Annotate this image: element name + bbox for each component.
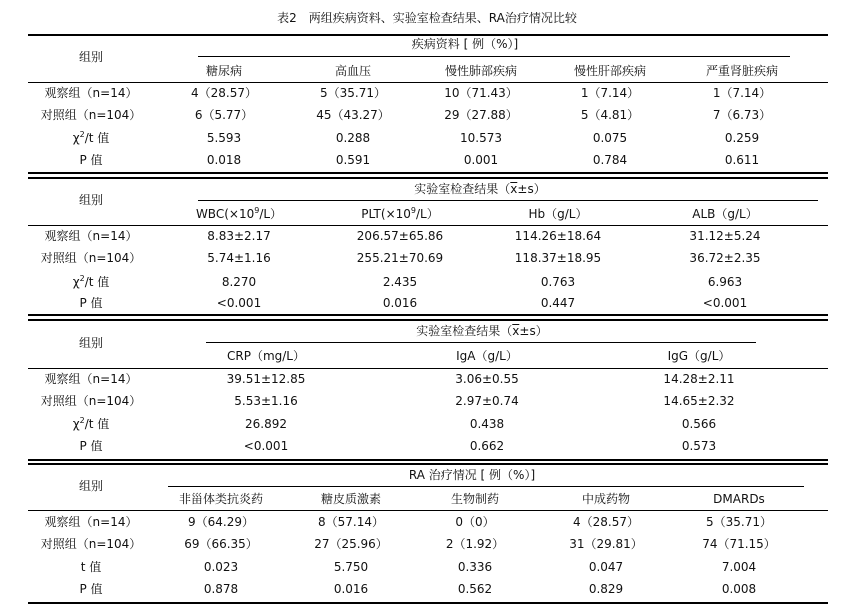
- column-header: 非甾体类抗炎药: [178, 492, 264, 506]
- row-label-statistic: [73, 415, 110, 433]
- table-cell: 206.57±65.86: [356, 229, 444, 243]
- table-cell: 2（1.92）: [445, 537, 505, 551]
- col-text: PLT(×10: [361, 207, 411, 221]
- group-header: 组别: [78, 50, 104, 64]
- header-bottom-rule: [28, 368, 828, 369]
- table-cell: 0（0）: [455, 515, 495, 529]
- row-label-control: 对照组（n=104）: [40, 537, 142, 551]
- bottom-rule: [28, 172, 828, 174]
- column-header: 中成药物: [581, 492, 631, 506]
- table-cell: 2.97±0.74: [455, 394, 519, 408]
- column-header: 糖皮质激素: [320, 492, 382, 506]
- table-cell: 39.51±12.85: [226, 372, 306, 386]
- section-lab-results-2: [28, 319, 828, 461]
- table-caption: 表2 两组疾病资料、实验室检查结果、RA治疗情况比较: [277, 11, 577, 25]
- table-cell: 29（27.88）: [444, 108, 518, 122]
- table-cell: 114.26±18.64: [514, 229, 602, 243]
- header-rule: [198, 200, 818, 201]
- section-disease-data: [28, 34, 828, 174]
- table-cell: 0.573: [681, 439, 717, 453]
- table-cell: 0.763: [540, 275, 576, 289]
- row-label-t: t 值: [80, 560, 102, 574]
- row-label-observation: 观察组（n=14）: [44, 86, 138, 100]
- column-header: CRP（mg/L）: [227, 349, 305, 363]
- table-cell: 0.591: [335, 153, 371, 167]
- column-header: [196, 205, 282, 223]
- table-cell: 0.829: [588, 582, 624, 596]
- row-label-p: P 值: [79, 582, 103, 596]
- table-cell: 14.65±2.32: [663, 394, 735, 408]
- column-header: 糖尿病: [205, 64, 243, 78]
- row-label-statistic: [73, 273, 110, 291]
- row-label-observation: 观察组（n=14）: [44, 372, 138, 386]
- column-header: 慢性肺部疾病: [444, 64, 518, 78]
- table-cell: 36.72±2.35: [689, 251, 761, 265]
- chi-superscript: 2: [79, 274, 85, 283]
- table-cell: 5（35.71）: [320, 86, 386, 100]
- table-cell: 0.878: [203, 582, 239, 596]
- table-cell: 45（43.27）: [316, 108, 390, 122]
- table-cell: 14.28±2.11: [663, 372, 735, 386]
- column-header: 慢性肝部疾病: [573, 64, 647, 78]
- header-bottom-rule: [28, 225, 828, 226]
- row-label-statistic: [73, 129, 110, 147]
- column-header: [361, 205, 438, 223]
- table-cell: 31（29.81）: [569, 537, 643, 551]
- table-cell: 10.573: [460, 131, 502, 145]
- table-cell: 5（4.81）: [580, 108, 640, 122]
- table-cell: 5.53±1.16: [234, 394, 298, 408]
- col-text: WBC(×10: [195, 207, 255, 221]
- chi-symbol: χ: [72, 275, 80, 289]
- table-cell: 27（25.96）: [314, 537, 388, 551]
- header-rule: [206, 342, 756, 343]
- column-header: ALB（g/L）: [692, 207, 758, 221]
- section-header: [414, 180, 545, 198]
- table-cell: <0.001: [216, 296, 262, 310]
- row-label-p: P 值: [79, 153, 103, 167]
- table-cell: 8.83±2.17: [207, 229, 271, 243]
- x-bar-symbol: x: [512, 324, 520, 338]
- table-cell: 0.662: [469, 439, 505, 453]
- table-cell: 118.37±18.95: [514, 251, 602, 265]
- section-ra-treatment: [28, 463, 828, 605]
- column-header: IgA（g/L）: [456, 349, 518, 363]
- table-cell: 0.047: [588, 560, 624, 574]
- table-cell: 0.611: [724, 153, 760, 167]
- table-cell: 0.001: [463, 153, 499, 167]
- table-cell: 1（7.14）: [712, 86, 772, 100]
- row-label-control: 对照组（n=104）: [40, 394, 142, 408]
- table-cell: 5.750: [333, 560, 369, 574]
- column-header: 严重肾脏疾病: [705, 64, 779, 78]
- header-text: ±s）: [517, 182, 546, 196]
- chi-superscript: 2: [79, 416, 85, 425]
- bottom-rule: [28, 459, 828, 461]
- table-cell: 7（6.73）: [712, 108, 772, 122]
- table-cell: 10（71.43）: [444, 86, 518, 100]
- header-bottom-rule: [28, 82, 828, 83]
- section-header: [416, 322, 547, 340]
- table-cell: 0.016: [382, 296, 418, 310]
- table-cell: 0.016: [333, 582, 369, 596]
- table-cell: 31.12±5.24: [689, 229, 761, 243]
- column-header: Hb（g/L）: [528, 207, 588, 221]
- chi-symbol: χ: [72, 131, 80, 145]
- row-label-observation: 观察组（n=14）: [44, 515, 138, 529]
- table-cell: 0.336: [457, 560, 493, 574]
- header-rule: [168, 486, 804, 487]
- x-bar-symbol: x: [510, 182, 518, 196]
- col-superscript: 9: [410, 206, 416, 215]
- table-cell: 8.270: [221, 275, 257, 289]
- table-cell: 4（28.57）: [191, 86, 257, 100]
- table-cell: 69（66.35）: [184, 537, 258, 551]
- header-text: 实验室检查结果（: [416, 324, 513, 338]
- table-cell: 3.06±0.55: [455, 372, 519, 386]
- row-label-p: P 值: [79, 296, 103, 310]
- header-rule: [198, 56, 790, 57]
- bottom-rule: [28, 314, 828, 316]
- stat-suffix: /t 值: [84, 417, 110, 431]
- row-label-p: P 值: [79, 439, 103, 453]
- table-cell: 26.892: [245, 417, 287, 431]
- table-cell: <0.001: [243, 439, 289, 453]
- chi-symbol: χ: [72, 417, 80, 431]
- top-rule: [28, 319, 828, 321]
- table-cell: 5.74±1.16: [207, 251, 271, 265]
- table-cell: 0.288: [335, 131, 371, 145]
- table-cell: 74（71.15）: [702, 537, 776, 551]
- col-text: /L）: [415, 207, 439, 221]
- column-header: 生物制药: [450, 492, 500, 506]
- column-header: DMARDs: [713, 492, 765, 506]
- row-label-control: 对照组（n=104）: [40, 108, 142, 122]
- table-cell: 6.963: [707, 275, 743, 289]
- table-cell: 0.008: [721, 582, 757, 596]
- header-text: 实验室检查结果（: [414, 182, 511, 196]
- section-header: RA 治疗情况 [ 例（%）]: [408, 468, 536, 482]
- header-text: ±s）: [519, 324, 548, 338]
- top-rule: [28, 463, 828, 465]
- table-cell: 0.447: [540, 296, 576, 310]
- table-cell: 1（7.14）: [580, 86, 640, 100]
- section-header: 疾病资料 [ 例（%）]: [411, 37, 519, 51]
- table-cell: 0.023: [203, 560, 239, 574]
- table-cell: 0.562: [457, 582, 493, 596]
- table-cell: 5（35.71）: [706, 515, 772, 529]
- column-header: 高血压: [334, 64, 372, 78]
- group-header: 组别: [78, 336, 104, 350]
- table-cell: 0.075: [592, 131, 628, 145]
- row-label-observation: 观察组（n=14）: [44, 229, 138, 243]
- table-cell: 4（28.57）: [573, 515, 639, 529]
- bottom-rule: [28, 602, 828, 604]
- table-cell: 255.21±70.69: [356, 251, 444, 265]
- table-cell: 0.784: [592, 153, 628, 167]
- table-cell: 7.004: [721, 560, 757, 574]
- section-lab-results-1: [28, 177, 828, 317]
- table-cell: 6（5.77）: [194, 108, 254, 122]
- header-bottom-rule: [28, 510, 828, 511]
- table-cell: 2.435: [382, 275, 418, 289]
- table-cell: 0.018: [206, 153, 242, 167]
- table-cell: 8（57.14）: [318, 515, 384, 529]
- top-rule: [28, 177, 828, 179]
- table-cell: <0.001: [702, 296, 748, 310]
- row-label-control: 对照组（n=104）: [40, 251, 142, 265]
- table-cell: 0.259: [724, 131, 760, 145]
- stat-suffix: /t 值: [84, 131, 110, 145]
- table-cell: 0.438: [469, 417, 505, 431]
- stat-suffix: /t 值: [84, 275, 110, 289]
- column-header: IgG（g/L）: [667, 349, 731, 363]
- col-text: /L）: [259, 207, 283, 221]
- group-header: 组别: [78, 193, 104, 207]
- group-header: 组别: [78, 479, 104, 493]
- table-cell: 5.593: [206, 131, 242, 145]
- table-cell: 9（64.29）: [188, 515, 254, 529]
- table-cell: 0.566: [681, 417, 717, 431]
- chi-superscript: 2: [79, 130, 85, 139]
- col-superscript: 9: [254, 206, 260, 215]
